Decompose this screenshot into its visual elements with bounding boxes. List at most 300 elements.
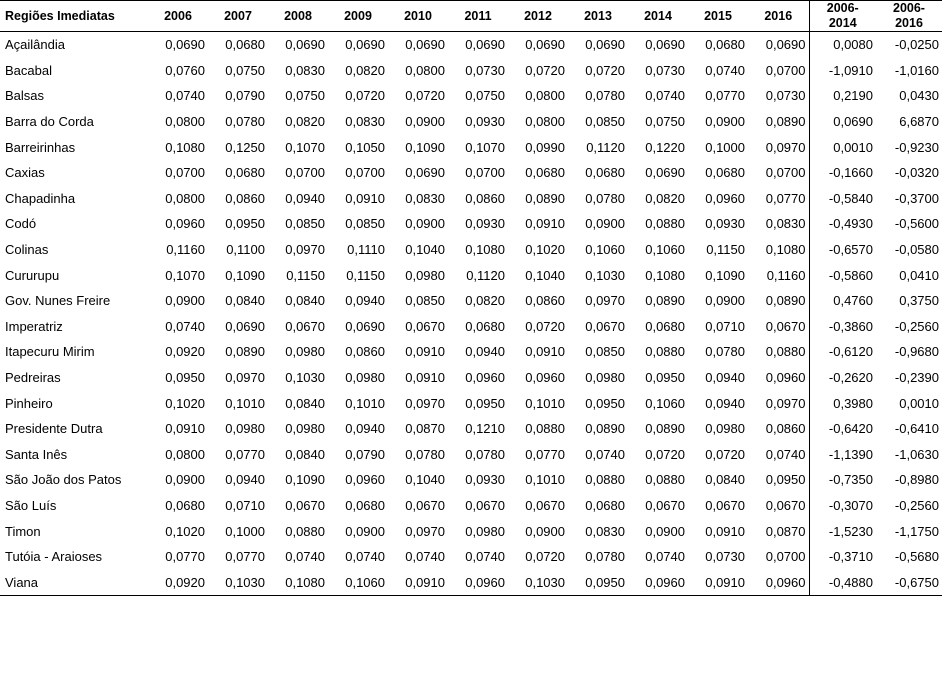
region-name-cell: Bacabal — [5, 62, 52, 78]
value-cell: 0,0700 — [465, 165, 505, 181]
change-cell: 0,3750 — [899, 293, 939, 309]
value-cell: 0,1100 — [226, 242, 265, 258]
value-cell: 0,0830 — [345, 114, 385, 130]
value-cell: 0,0980 — [465, 523, 505, 539]
value-cell: 0,0970 — [405, 395, 445, 411]
value-cell: 0,0830 — [585, 523, 625, 539]
change-cell: -0,0580 — [894, 242, 939, 258]
change-cell: 0,0010 — [809, 134, 876, 160]
value-cell: 0,1060 — [585, 242, 625, 258]
value-cell: 0,0790 — [225, 88, 265, 104]
value-cell: 0,0900 — [585, 216, 625, 232]
header-regioes: Regiões Imediatas — [0, 1, 148, 32]
value-cell: 0,0800 — [525, 88, 565, 104]
value-cell: 0,0960 — [448, 569, 508, 595]
value-cell: 0,0880 — [645, 344, 685, 360]
table-row — [0, 365, 942, 391]
region-name-cell: Colinas — [5, 242, 49, 258]
region-name-cell: Açailândia — [5, 37, 65, 53]
value-cell: 0,0670 — [405, 497, 445, 513]
value-cell: 0,0690 — [345, 318, 385, 334]
change-cell: -0,4930 — [809, 211, 876, 237]
value-cell: 0,0840 — [225, 293, 265, 309]
value-cell: 0,0970 — [405, 523, 445, 539]
value-cell: 0,0900 — [645, 523, 685, 539]
region-name-cell: São João dos Patos — [5, 472, 122, 488]
value-cell: 0,0910 — [405, 344, 445, 360]
region-name-cell: Imperatriz — [5, 318, 63, 334]
change-cell: -0,2390 — [894, 370, 939, 386]
change-cell: -0,9680 — [894, 344, 939, 360]
value-cell: 0,0780 — [585, 549, 625, 565]
value-cell: 0,0970 — [585, 293, 625, 309]
header-change-2006-2014 — [809, 1, 876, 32]
value-cell: 0,1150 — [286, 267, 325, 283]
change-cell: -0,3700 — [894, 190, 939, 206]
value-cell: 0,0900 — [405, 216, 445, 232]
value-cell: 0,1080 — [165, 139, 205, 155]
value-cell: 0,0690 — [525, 37, 565, 53]
change-cell: -1,1750 — [894, 523, 939, 539]
region-name-cell: Presidente Dutra — [5, 421, 103, 437]
value-cell: 0,0680 — [645, 318, 685, 334]
value-cell: 0,0720 — [645, 446, 685, 462]
table-row — [0, 390, 942, 416]
value-cell: 0,0750 — [225, 62, 265, 78]
value-cell: 0,0770 — [225, 446, 265, 462]
value-cell: 0,1000 — [705, 139, 745, 155]
value-cell: 0,0910 — [525, 216, 565, 232]
value-cell: 0,0670 — [765, 497, 806, 513]
value-cell: 0,0880 — [585, 472, 625, 488]
value-cell: 0,1030 — [208, 569, 268, 595]
value-cell: 0,0970 — [225, 370, 265, 386]
change-cell: -0,8980 — [894, 472, 939, 488]
value-cell: 0,0770 — [225, 549, 265, 565]
value-cell: 0,0920 — [165, 344, 205, 360]
value-cell: 0,0680 — [465, 318, 505, 334]
change-cell: 0,0010 — [899, 395, 939, 411]
value-cell: 0,0950 — [645, 370, 685, 386]
value-cell: 0,0800 — [165, 114, 205, 130]
value-cell: 0,0960 — [705, 190, 745, 206]
value-cell: 0,1120 — [466, 267, 505, 283]
value-cell: 0,0820 — [345, 62, 385, 78]
table-row — [0, 211, 942, 237]
value-cell: 0,0690 — [645, 37, 685, 53]
change-cell: -0,1660 — [809, 160, 876, 186]
value-cell: 0,0780 — [705, 344, 745, 360]
value-cell: 0,0770 — [165, 549, 205, 565]
region-name-cell: Pinheiro — [5, 395, 53, 411]
value-cell: 0,1060 — [645, 395, 685, 411]
value-cell: 0,0930 — [465, 472, 505, 488]
table-row — [0, 186, 942, 212]
value-cell: 0,1080 — [765, 242, 806, 258]
value-cell: 0,0820 — [645, 190, 685, 206]
value-cell: 0,0680 — [225, 37, 265, 53]
header-2009: 2009 — [328, 1, 388, 32]
value-cell: 0,0800 — [165, 190, 205, 206]
value-cell: 0,0730 — [705, 549, 745, 565]
value-cell: 0,0920 — [148, 569, 208, 595]
change-cell: -0,6120 — [809, 339, 876, 365]
value-cell: 0,0780 — [465, 446, 505, 462]
value-cell: 0,0690 — [165, 37, 205, 53]
value-cell: 0,1060 — [645, 242, 685, 258]
value-cell: 0,0680 — [165, 497, 205, 513]
value-cell: 0,0940 — [705, 370, 745, 386]
value-cell: 0,0820 — [465, 293, 505, 309]
value-cell: 0,0860 — [345, 344, 385, 360]
value-cell: 0,0970 — [765, 139, 806, 155]
change-cell: -0,5840 — [809, 186, 876, 212]
value-cell: 0,0960 — [165, 216, 205, 232]
value-cell: 0,0890 — [645, 421, 685, 437]
value-cell: 0,1090 — [285, 472, 325, 488]
value-cell: 0,0730 — [465, 62, 505, 78]
value-cell: 0,0880 — [645, 472, 685, 488]
value-cell: 0,0860 — [225, 190, 265, 206]
table-row — [0, 518, 942, 544]
change-cell: -0,5600 — [894, 216, 939, 232]
value-cell: 0,0820 — [285, 114, 325, 130]
value-cell: 0,0940 — [465, 344, 505, 360]
value-cell: 0,1070 — [285, 139, 325, 155]
header-2014: 2014 — [628, 1, 688, 32]
change-cell: -0,3710 — [809, 544, 876, 570]
region-name-cell: Barra do Corda — [5, 114, 94, 130]
value-cell: 0,1040 — [405, 472, 445, 488]
value-cell: 0,0800 — [165, 446, 205, 462]
table-row — [0, 544, 942, 570]
value-cell: 0,0900 — [705, 114, 745, 130]
region-name-cell: Viana — [0, 569, 148, 595]
value-cell: 0,0670 — [405, 318, 445, 334]
value-cell: 0,0950 — [765, 472, 806, 488]
value-cell: 0,0930 — [465, 114, 505, 130]
value-cell: 0,0960 — [628, 569, 688, 595]
value-cell: 0,0870 — [765, 523, 806, 539]
value-cell: 0,0940 — [705, 395, 745, 411]
change-cell: -0,6420 — [809, 416, 876, 442]
header-2007: 2007 — [208, 1, 268, 32]
value-cell: 0,0850 — [285, 216, 325, 232]
header-change-2006-2016-bottom: 2016 — [895, 16, 923, 30]
change-cell: -0,2560 — [894, 497, 939, 513]
value-cell: 0,0850 — [585, 344, 625, 360]
value-cell: 0,1010 — [345, 395, 385, 411]
header-change-2006-2016 — [876, 1, 942, 32]
value-cell: 0,0910 — [405, 370, 445, 386]
value-cell: 0,0700 — [765, 62, 806, 78]
value-cell: 0,0740 — [645, 88, 685, 104]
region-name-cell: Gov. Nunes Freire — [5, 293, 111, 309]
value-cell: 0,0700 — [345, 165, 385, 181]
value-cell: 0,0860 — [525, 293, 565, 309]
value-cell: 0,0950 — [465, 395, 505, 411]
change-cell: -0,0320 — [894, 165, 939, 181]
change-cell: -1,5230 — [809, 518, 876, 544]
header-change-2006-2014-bottom: 2014 — [828, 16, 857, 30]
region-name-cell: Timon — [5, 523, 41, 539]
change-cell: 6,6870 — [899, 114, 939, 130]
value-cell: 0,1010 — [225, 395, 265, 411]
change-cell: -0,5680 — [894, 549, 939, 565]
value-cell: 0,0680 — [525, 165, 565, 181]
value-cell: 0,0800 — [405, 62, 445, 78]
value-cell: 0,0830 — [765, 216, 806, 232]
value-cell: 0,0960 — [748, 569, 809, 595]
value-cell: 0,0960 — [345, 472, 385, 488]
value-cell: 0,0700 — [765, 165, 806, 181]
value-cell: 0,0670 — [285, 318, 325, 334]
value-cell: 0,0950 — [225, 216, 265, 232]
value-cell: 0,0850 — [345, 216, 385, 232]
value-cell: 0,0770 — [765, 190, 806, 206]
value-cell: 0,0740 — [585, 446, 625, 462]
value-cell: 0,1150 — [706, 242, 745, 258]
table-row — [0, 339, 942, 365]
region-name-cell: Pedreiras — [5, 370, 61, 386]
value-cell: 0,0910 — [388, 569, 448, 595]
region-name-cell: Tutóia - Araioses — [5, 549, 103, 565]
value-cell: 0,0990 — [525, 139, 565, 155]
value-cell: 0,0890 — [525, 190, 565, 206]
change-cell: -1,0630 — [894, 446, 939, 462]
value-cell: 0,0900 — [165, 472, 205, 488]
value-cell: 0,0780 — [585, 190, 625, 206]
value-cell: 0,0740 — [285, 549, 325, 565]
header-2008: 2008 — [268, 1, 328, 32]
table-body — [0, 32, 942, 596]
table-row — [0, 83, 942, 109]
region-name-cell: São Luís — [5, 497, 57, 513]
value-cell: 0,0700 — [165, 165, 205, 181]
value-cell: 0,1010 — [525, 472, 565, 488]
value-cell: 0,0980 — [285, 344, 325, 360]
header-change-2006-2016-top: 2006- — [893, 1, 925, 15]
value-cell: 0,0930 — [465, 216, 505, 232]
table-row — [0, 569, 942, 595]
value-cell: 0,0900 — [345, 523, 385, 539]
region-name-cell: Cururupu — [5, 267, 60, 283]
value-cell: 0,0910 — [688, 569, 748, 595]
value-cell: 0,0690 — [345, 37, 385, 53]
value-cell: 0,0740 — [465, 549, 505, 565]
value-cell: 0,0890 — [585, 421, 625, 437]
change-cell: -0,4880 — [809, 569, 876, 595]
value-cell: 0,0980 — [345, 370, 385, 386]
value-cell: 0,0690 — [645, 165, 685, 181]
value-cell: 0,0730 — [765, 88, 806, 104]
value-cell: 0,0780 — [585, 88, 625, 104]
region-name-cell: Barreirinhas — [5, 139, 76, 155]
value-cell: 0,0670 — [525, 497, 565, 513]
value-cell: 0,0960 — [465, 370, 505, 386]
value-cell: 0,0740 — [645, 549, 685, 565]
value-cell: 0,0690 — [465, 37, 505, 53]
value-cell: 0,0940 — [225, 472, 265, 488]
value-cell: 0,0720 — [405, 88, 445, 104]
value-cell: 0,0960 — [765, 370, 806, 386]
table-row — [0, 467, 942, 493]
value-cell: 0,0720 — [525, 318, 565, 334]
value-cell: 0,0670 — [645, 497, 685, 513]
value-cell: 0,1160 — [766, 267, 806, 283]
value-cell: 0,0890 — [225, 344, 265, 360]
value-cell: 0,0780 — [225, 114, 265, 130]
change-cell: -0,3070 — [809, 493, 876, 519]
change-cell: -0,6570 — [809, 237, 876, 263]
region-name-cell: Caxias — [5, 165, 45, 181]
change-cell: -0,2560 — [894, 318, 939, 334]
value-cell: 0,0880 — [765, 344, 806, 360]
header-2013: 2013 — [568, 1, 628, 32]
value-cell: 0,0790 — [345, 446, 385, 462]
value-cell: 0,0950 — [165, 370, 205, 386]
header-2012: 2012 — [508, 1, 568, 32]
value-cell: 0,0720 — [705, 446, 745, 462]
value-cell: 0,1020 — [165, 395, 205, 411]
value-cell: 0,0730 — [645, 62, 685, 78]
value-cell: 0,0740 — [165, 88, 205, 104]
value-cell: 0,0700 — [285, 165, 325, 181]
change-cell: 0,3980 — [809, 390, 876, 416]
value-cell: 0,0700 — [765, 549, 806, 565]
value-cell: 0,0860 — [465, 190, 505, 206]
value-cell: 0,0720 — [525, 62, 565, 78]
header-change-2006-2014-top: 2006- — [826, 1, 859, 15]
value-cell: 0,0760 — [165, 62, 205, 78]
value-cell: 0,0980 — [285, 421, 325, 437]
value-cell: 0,0840 — [285, 395, 325, 411]
value-cell: 0,0750 — [645, 114, 685, 130]
change-cell: -0,3860 — [809, 314, 876, 340]
value-cell: 0,1090 — [405, 139, 445, 155]
change-cell: -1,1390 — [809, 442, 876, 468]
value-cell: 0,0670 — [465, 497, 505, 513]
value-cell: 0,0720 — [525, 549, 565, 565]
value-cell: 0,0690 — [585, 37, 625, 53]
value-cell: 0,1020 — [525, 242, 565, 258]
value-cell: 0,0720 — [345, 88, 385, 104]
value-cell: 0,1090 — [225, 267, 265, 283]
value-cell: 0,0940 — [285, 190, 325, 206]
value-cell: 0,0850 — [585, 114, 625, 130]
value-cell: 0,1000 — [225, 523, 265, 539]
value-cell: 0,1090 — [705, 267, 745, 283]
value-cell: 0,0980 — [705, 421, 745, 437]
value-cell: 0,0970 — [765, 395, 806, 411]
value-cell: 0,0680 — [345, 497, 385, 513]
value-cell: 0,1080 — [465, 242, 505, 258]
value-cell: 0,0740 — [345, 549, 385, 565]
value-cell: 0,0890 — [765, 114, 806, 130]
value-cell: 0,1030 — [585, 267, 625, 283]
change-cell: 0,0410 — [899, 267, 939, 283]
value-cell: 0,0900 — [705, 293, 745, 309]
table-row — [0, 493, 942, 519]
value-cell: 0,0880 — [645, 216, 685, 232]
value-cell: 0,0870 — [405, 421, 445, 437]
value-cell: 0,0940 — [345, 293, 385, 309]
value-cell: 0,0720 — [585, 62, 625, 78]
change-cell: 0,0430 — [899, 88, 939, 104]
change-cell: -1,0160 — [894, 62, 939, 78]
table-row — [0, 416, 942, 442]
value-cell: 0,1030 — [285, 370, 325, 386]
table-row — [0, 262, 942, 288]
region-name-cell: Codó — [5, 216, 37, 232]
header-2016: 2016 — [748, 1, 809, 32]
value-cell: 0,1160 — [166, 242, 205, 258]
value-cell: 0,0800 — [525, 114, 565, 130]
table-row — [0, 32, 942, 58]
value-cell: 0,0910 — [525, 344, 565, 360]
change-cell: -0,2620 — [809, 365, 876, 391]
value-cell: 0,0890 — [765, 293, 806, 309]
value-cell: 0,0830 — [405, 190, 445, 206]
region-name-cell: Balsas — [5, 88, 45, 104]
value-cell: 0,0680 — [225, 165, 265, 181]
change-cell: -0,0250 — [894, 37, 939, 53]
change-cell: -0,6410 — [894, 421, 939, 437]
value-cell: 0,0740 — [765, 446, 806, 462]
table-row — [0, 442, 942, 468]
table-row — [0, 288, 942, 314]
value-cell: 0,0680 — [585, 497, 625, 513]
change-cell: -0,5860 — [809, 262, 876, 288]
value-cell: 0,0880 — [285, 523, 325, 539]
table-row — [0, 314, 942, 340]
value-cell: 0,0690 — [765, 37, 806, 53]
value-cell: 0,0750 — [465, 88, 505, 104]
value-cell: 0,0770 — [525, 446, 565, 462]
value-cell: 0,0980 — [405, 267, 445, 283]
value-cell: 0,0690 — [225, 318, 265, 334]
value-cell: 0,1080 — [268, 569, 328, 595]
value-cell: 0,0670 — [765, 318, 806, 334]
value-cell: 0,0670 — [285, 497, 325, 513]
value-cell: 0,0840 — [285, 293, 325, 309]
value-cell: 0,0710 — [225, 497, 265, 513]
value-cell: 0,0900 — [525, 523, 565, 539]
value-cell: 0,0910 — [165, 421, 205, 437]
header-2010: 2010 — [388, 1, 448, 32]
value-cell: 0,0710 — [705, 318, 745, 334]
value-cell: 0,1070 — [465, 139, 505, 155]
value-cell: 0,0970 — [285, 242, 325, 258]
change-cell: -1,0910 — [809, 58, 876, 84]
value-cell: 0,1070 — [165, 267, 205, 283]
value-cell: 0,0840 — [285, 446, 325, 462]
value-cell: 0,1060 — [328, 569, 388, 595]
value-cell: 0,1250 — [225, 139, 265, 155]
value-cell: 0,1210 — [465, 421, 505, 437]
value-cell: 0,0830 — [285, 62, 325, 78]
header-row — [0, 1, 942, 32]
value-cell: 0,0740 — [405, 549, 445, 565]
change-cell: -0,6750 — [876, 569, 942, 595]
value-cell: 0,0670 — [585, 318, 625, 334]
value-cell: 0,0930 — [705, 216, 745, 232]
value-cell: 0,0950 — [585, 395, 625, 411]
value-cell: 0,1120 — [586, 139, 625, 155]
value-cell: 0,0690 — [405, 165, 445, 181]
value-cell: 0,0690 — [405, 37, 445, 53]
value-cell: 0,1050 — [345, 139, 385, 155]
